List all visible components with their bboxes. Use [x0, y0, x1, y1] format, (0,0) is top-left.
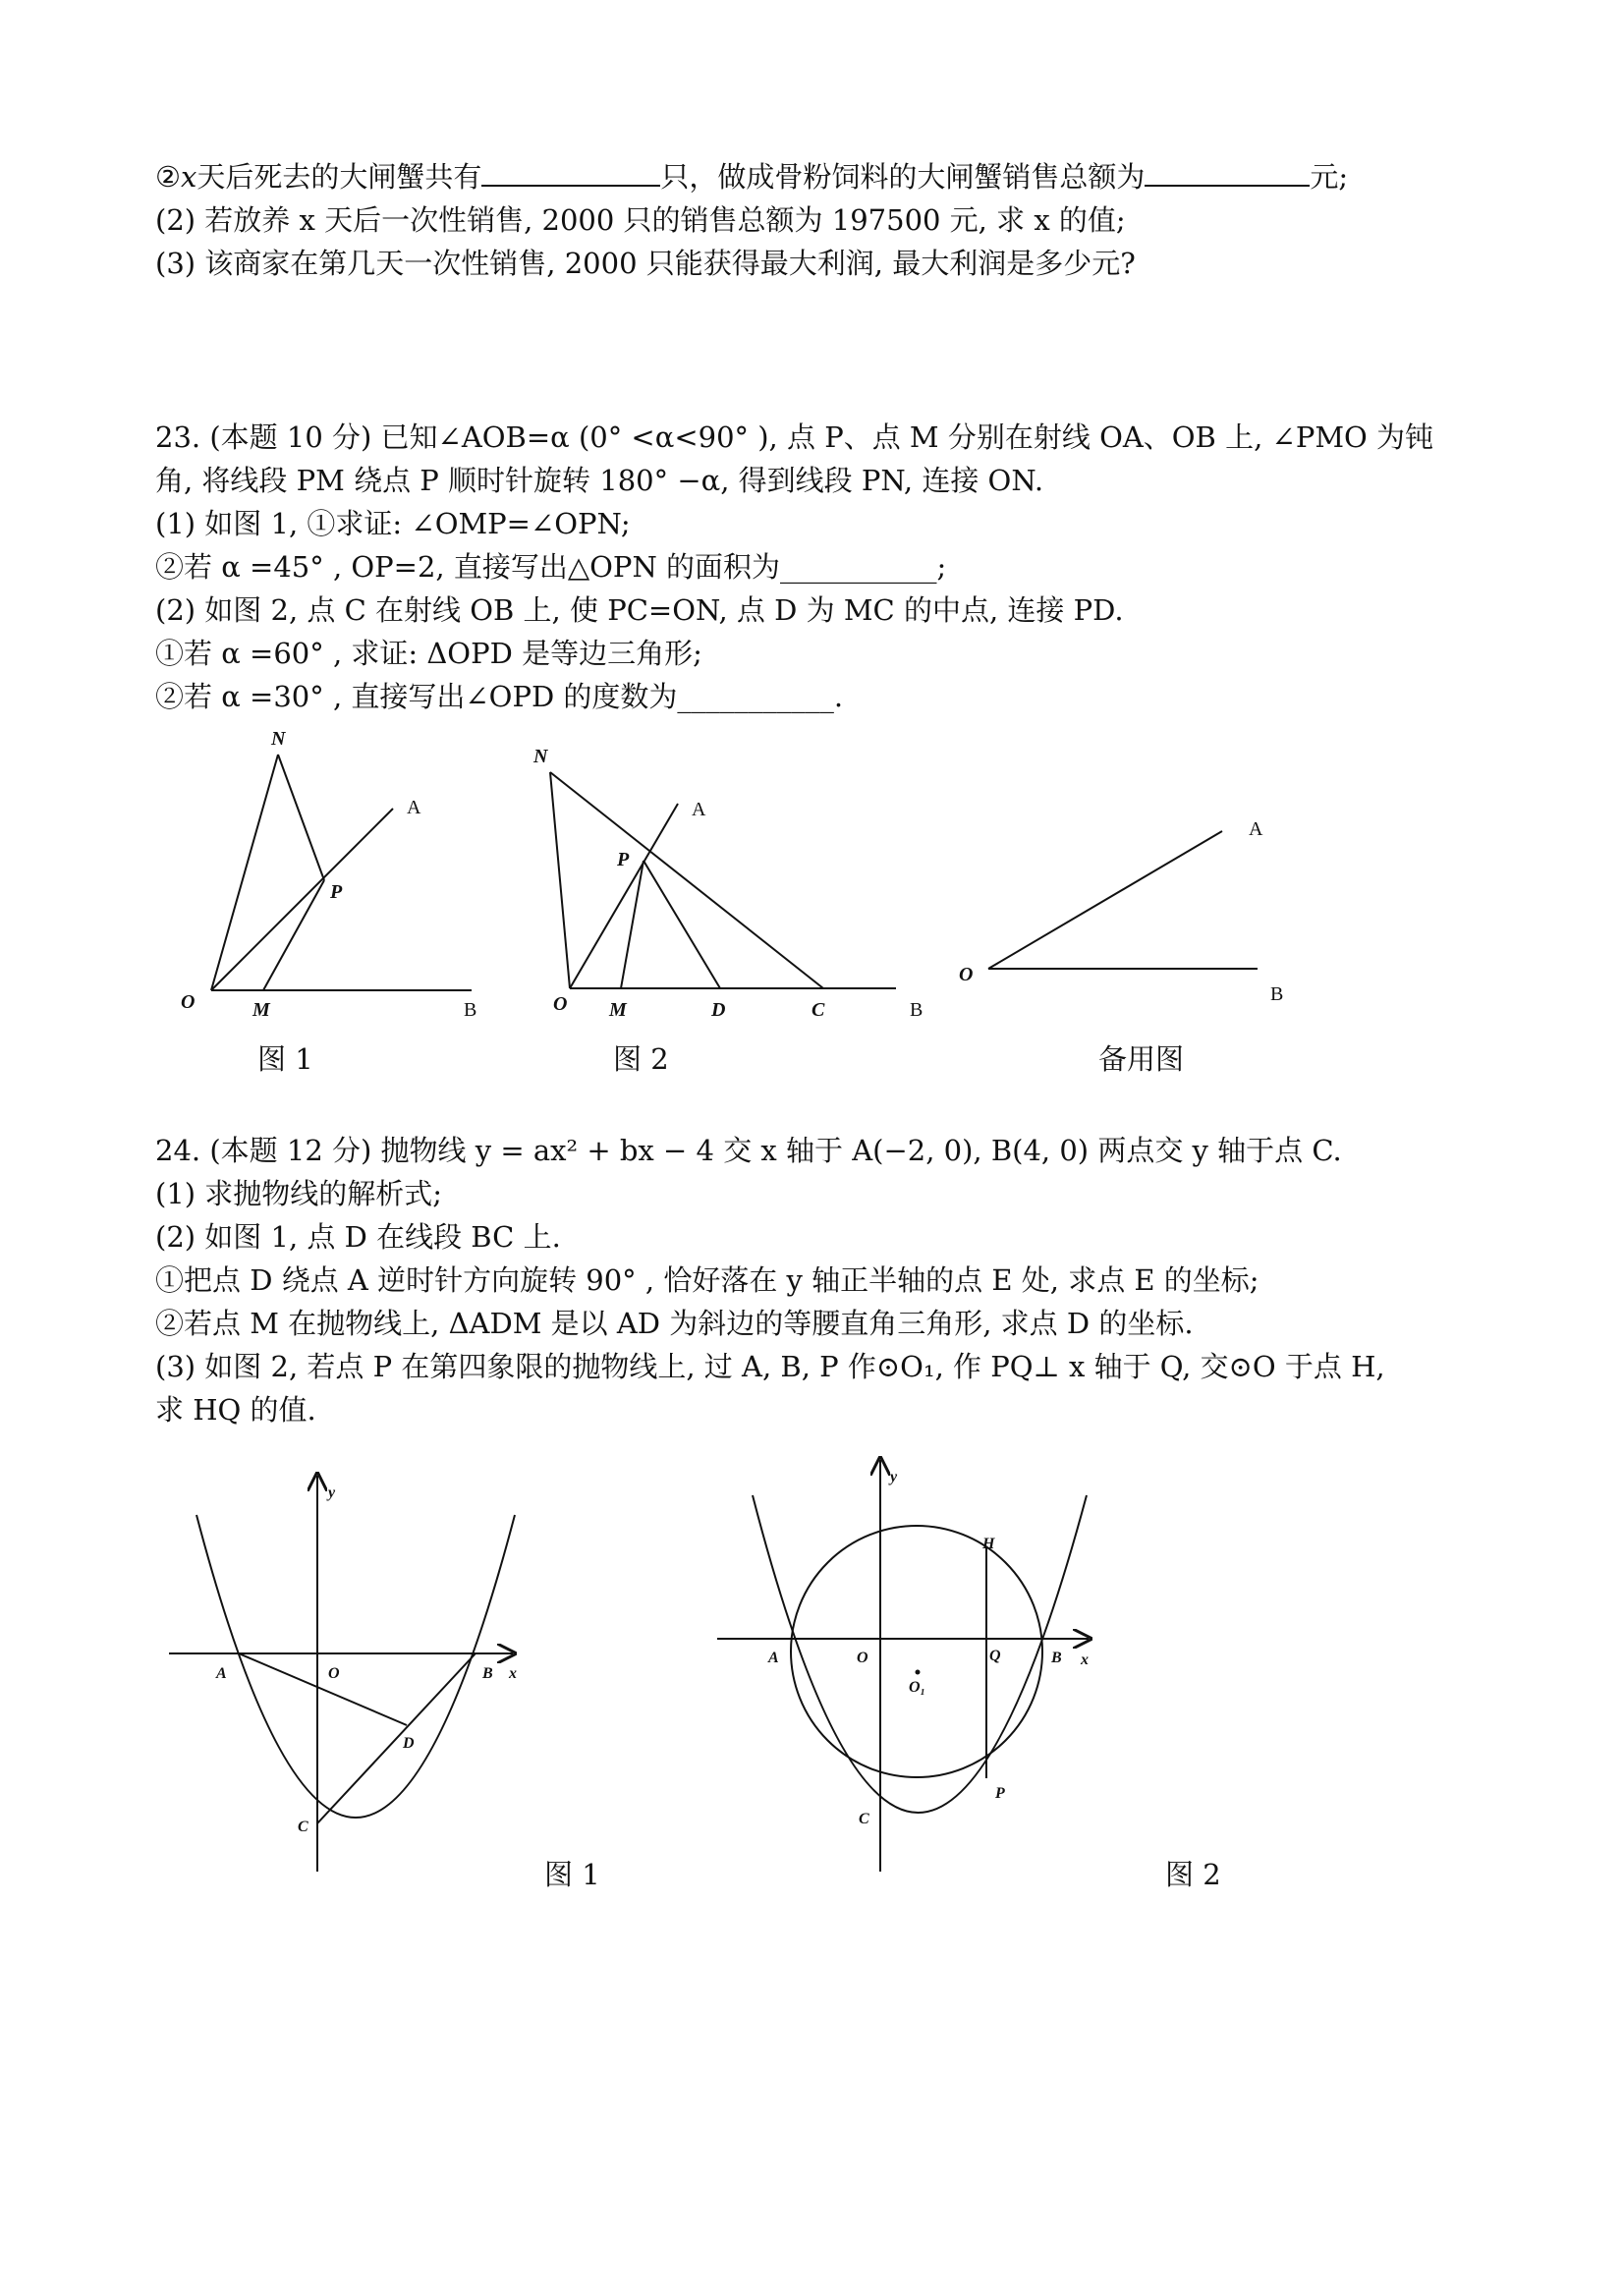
label-C: C [859, 1811, 869, 1827]
q23-fig3-caption: 备用图 [1098, 1042, 1185, 1076]
label-A: A [1249, 818, 1263, 840]
q22-text-b: 天后死去的大闸蟹共有 [196, 160, 482, 194]
var-x: x [181, 160, 197, 194]
q24-line1: 24. (本题 12 分) 抛物线 y = ax² + bx − 4 交 x 轴于 A(−2, 0), B(4, 0) 两点交 y 轴于点 C. [155, 1134, 1342, 1167]
q24-line4: ①把点 D 绕点 A 逆时针方向旋转 90° , 恰好落在 y 轴正半轴的点 E 处, 求点 E 的坐标; [155, 1263, 1259, 1297]
q22-text-c: 只，做成骨粉饲料的大闸蟹销售总额为 [660, 160, 1146, 194]
q23-fig2-caption: 图 2 [613, 1042, 669, 1076]
q23-fig1-caption: 图 1 [257, 1042, 313, 1076]
label-O1: O₁ [909, 1679, 926, 1696]
label-B: B [1270, 983, 1284, 1005]
label-O: O [181, 991, 196, 1013]
q23-line3: (1) 如图 1, ①求证: ∠OMP=∠OPN; [155, 507, 631, 540]
label-O: O [553, 993, 568, 1015]
q24-fig1-caption: 图 1 [544, 1858, 600, 1891]
label-D: D [711, 999, 726, 1021]
label-P: P [330, 881, 343, 903]
label-Q: Q [989, 1648, 1001, 1664]
q24-line2: (1) 求抛物线的解析式; [155, 1177, 443, 1210]
label-A: A [407, 797, 421, 818]
label-M: M [252, 999, 270, 1021]
q23-line6: ①若 α =60° , 求证: ΔOPD 是等边三角形; [155, 637, 702, 670]
parabola [753, 1495, 1087, 1813]
q22-line3: (2) 若放养 x 天后一次性销售, 2000 只的销售总额为 197500 元, 求 x 的值; [155, 203, 1126, 237]
q22-text-d: 元; [1310, 160, 1349, 194]
label-x: x [1081, 1652, 1089, 1668]
label-H: H [982, 1536, 995, 1552]
label-B: B [482, 1665, 493, 1682]
circle-O1 [791, 1526, 1042, 1777]
q24-line6: (3) 如图 2, 若点 P 在第四象限的抛物线上, 过 A, B, P 作⊙O₁, 作 PQ⊥ x 轴于 Q, 交⊙O 于点 H, [155, 1350, 1385, 1383]
q23-line4: ②若 α =45° , OP=2, 直接写出△OPN 的面积为___________; [155, 550, 947, 584]
label-B: B [464, 999, 477, 1021]
label-C: C [298, 1819, 308, 1835]
label-x: x [509, 1665, 517, 1682]
label-N: N [533, 746, 548, 767]
label-B: B [1051, 1650, 1062, 1666]
q24-line3: (2) 如图 1, 点 D 在线段 BC 上. [155, 1220, 561, 1254]
label-N: N [271, 728, 286, 750]
q23-line2: 角, 将线段 PM 绕点 P 顺时针旋转 180° −α, 得到线段 PN, 连接 ON. [155, 464, 1044, 497]
q22-line4: (3) 该商家在第几天一次性销售, 2000 只能获得最大利润, 最大利润是多少元? [155, 247, 1136, 280]
q24-line5: ②若点 M 在抛物线上, ΔADM 是以 AD 为斜边的等腰直角三角形, 求点 D 的坐标. [155, 1307, 1194, 1340]
circled-2: ② [155, 160, 181, 194]
center-dot-O1 [916, 1670, 921, 1675]
label-P: P [617, 849, 630, 870]
label-B: B [910, 999, 923, 1021]
label-O: O [959, 964, 974, 985]
q23-line7: ②若 α =30° , 直接写出∠OPD 的度数为___________. [155, 680, 844, 713]
label-y: y [890, 1469, 898, 1485]
q24-line7: 求 HQ 的值. [155, 1393, 316, 1427]
label-y: y [328, 1484, 336, 1501]
q24-fig2-caption: 图 2 [1165, 1858, 1221, 1891]
label-A: A [768, 1650, 779, 1666]
label-C: C [812, 999, 825, 1021]
label-M: M [609, 999, 627, 1021]
q23-line5: (2) 如图 2, 点 C 在射线 OB 上, 使 PC=ON, 点 D 为 MC 的中点, 连接 PD. [155, 593, 1124, 627]
label-A: A [692, 799, 706, 820]
label-D: D [403, 1735, 415, 1752]
label-A: A [216, 1665, 227, 1682]
label-P: P [995, 1785, 1005, 1802]
q23-line1: 23. (本题 10 分) 已知∠AOB=α (0° <α<90° ), 点 P、点 M 分别在射线 OA、OB 上, ∠PMO 为钝 [155, 420, 1434, 454]
label-O: O [328, 1665, 340, 1682]
label-O: O [857, 1650, 868, 1666]
